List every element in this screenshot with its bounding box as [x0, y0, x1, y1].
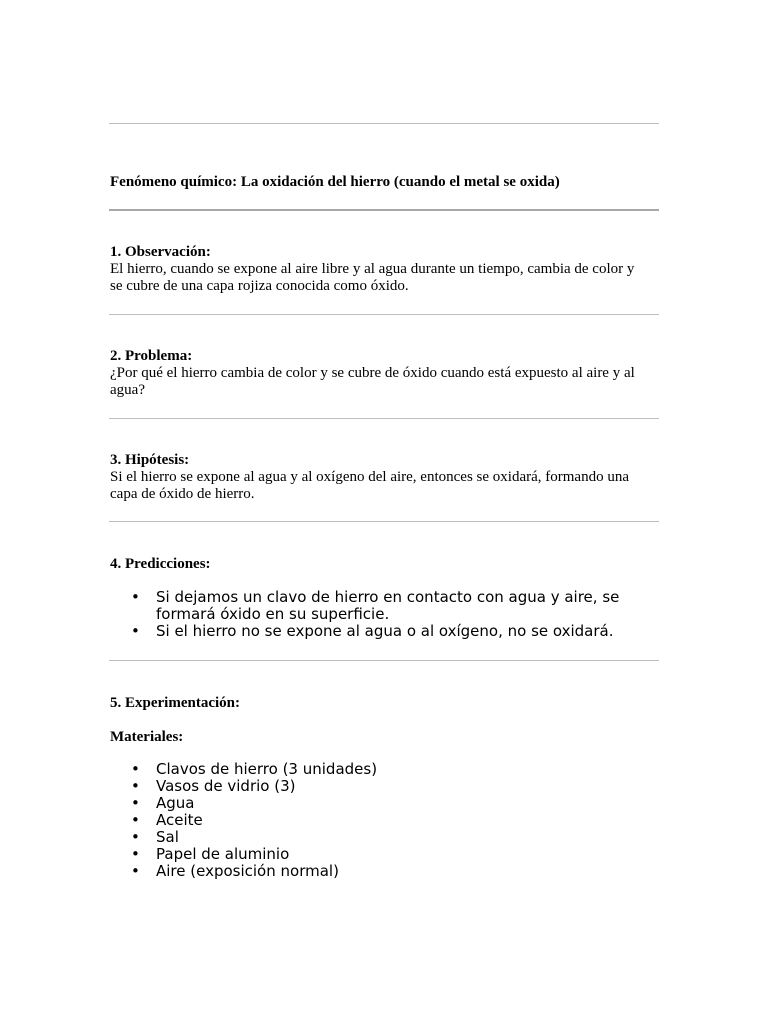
materiales-subsection: [110, 728, 658, 746]
list-item: [110, 778, 650, 795]
divider-hipotesis: [109, 521, 659, 522]
document-title: Fenómeno químico: La oxidación del hierro (cuando el metal se oxida): [110, 174, 560, 190]
observacion-text-line-1: El hierro, cuando se expone al aire libre y al agua durante un tiempo, cambia de color y: [110, 261, 635, 277]
bullet-icon: •: [131, 845, 140, 863]
section-hipotesis: [110, 451, 658, 503]
experimentacion-heading: 5. Experimentación:: [110, 695, 240, 711]
list-item: [110, 812, 650, 829]
bullet-icon: •: [131, 862, 140, 880]
divider-problema: [109, 418, 659, 419]
section-observacion: [110, 243, 658, 295]
list-item: [110, 761, 650, 778]
prediccion-text: Si el hierro no se expone al agua o al oxígeno, no se oxidará.: [156, 622, 614, 640]
title-divider: [109, 209, 659, 211]
section-problema: [110, 347, 658, 399]
bullet-icon: •: [131, 777, 140, 795]
observacion-heading: 1. Observación:: [110, 244, 211, 260]
list-item: [110, 589, 650, 623]
observacion-text-line-2: se cubre de una capa rojiza conocida como óxido.: [110, 278, 409, 294]
material-text: Papel de aluminio: [156, 845, 290, 863]
predicciones-list: [110, 589, 650, 640]
hipotesis-text-line-2: capa de óxido de hierro.: [110, 486, 255, 502]
bullet-icon: •: [131, 588, 140, 606]
hipotesis-heading: 3. Hipótesis:: [110, 452, 190, 468]
material-text: Sal: [156, 828, 179, 846]
materiales-list: [110, 761, 650, 880]
problema-heading: 2. Problema:: [110, 348, 193, 364]
bullet-icon: •: [131, 760, 140, 778]
hipotesis-text-line-1: Si el hierro se expone al agua y al oxígeno del aire, entonces se oxidará, formando una: [110, 469, 629, 485]
list-item: [110, 863, 650, 880]
bullet-icon: •: [131, 811, 140, 829]
divider-observacion: [109, 314, 659, 315]
predicciones-heading: 4. Predicciones:: [110, 556, 211, 572]
material-text: Clavos de hierro (3 unidades): [156, 760, 378, 778]
bullet-icon: •: [131, 828, 140, 846]
material-text: Aire (exposición normal): [156, 862, 339, 880]
list-item: [110, 829, 650, 846]
problema-text-line-1: ¿Por qué el hierro cambia de color y se cubre de óxido cuando está expuesto al aire y al: [110, 365, 635, 381]
bullet-icon: •: [131, 622, 140, 640]
list-item: [110, 623, 650, 640]
section-experimentacion: [110, 694, 658, 712]
prediccion-text: Si dejamos un clavo de hierro en contacto con agua y aire, se formará óxido en su superficie.: [156, 588, 620, 623]
material-text: Aceite: [156, 811, 203, 829]
list-item: [110, 795, 650, 812]
material-text: Vasos de vidrio (3): [156, 777, 296, 795]
section-predicciones: [110, 555, 658, 573]
top-divider: [109, 123, 659, 124]
problema-text-line-2: agua?: [110, 382, 145, 398]
list-item: [110, 846, 650, 863]
bullet-icon: •: [131, 794, 140, 812]
divider-predicciones: [109, 660, 659, 661]
materiales-heading: Materiales:: [110, 729, 184, 745]
material-text: Agua: [156, 794, 195, 812]
